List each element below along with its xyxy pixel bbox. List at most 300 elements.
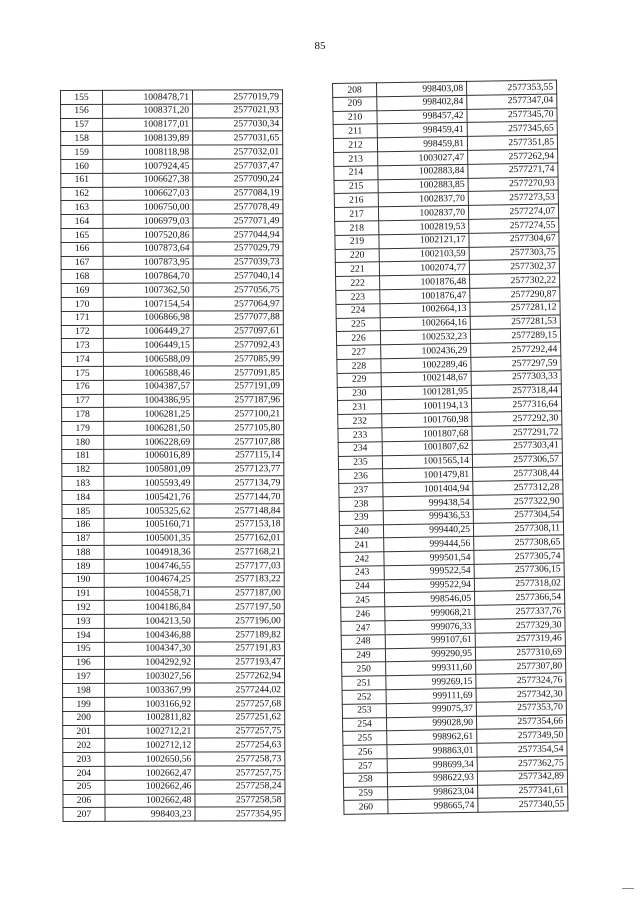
table-row: [61, 241, 283, 256]
point-number: 242: [340, 552, 384, 566]
y-coordinate: 2577292,44: [471, 342, 561, 357]
point-number: 159: [61, 146, 103, 160]
point-number: 181: [62, 449, 104, 463]
page-number: 85: [314, 40, 326, 52]
point-number: 258: [343, 773, 387, 787]
table-row: [61, 228, 283, 243]
table-row: [63, 697, 285, 712]
point-number: 213: [334, 152, 378, 166]
coordinates-table-left-body: [61, 90, 286, 822]
point-number: 192: [62, 601, 104, 615]
table-row: [61, 338, 283, 353]
y-coordinate: 2577019,79: [193, 90, 283, 104]
x-coordinate: 1006588,46: [103, 366, 193, 380]
y-coordinate: 2577305,74: [474, 549, 564, 564]
point-number: 212: [333, 138, 377, 152]
point-number: 233: [338, 428, 382, 442]
x-coordinate: 1004213,50: [104, 614, 194, 628]
x-coordinate: 999501,54: [384, 550, 474, 565]
x-coordinate: 1002148,67: [381, 371, 471, 386]
x-coordinate: 1002650,56: [105, 752, 195, 766]
point-number: 254: [342, 717, 386, 731]
y-coordinate: 2577258,58: [195, 793, 285, 807]
point-number: 210: [333, 110, 377, 124]
point-number: 219: [335, 235, 379, 249]
y-coordinate: 2577044,94: [193, 228, 283, 242]
x-coordinate: 1002289,46: [381, 357, 471, 372]
table-row: [63, 752, 285, 767]
table-row: [62, 573, 284, 588]
y-coordinate: 2577071,49: [193, 214, 283, 228]
x-coordinate: 1003027,56: [105, 670, 195, 684]
table-row: [62, 393, 284, 408]
x-coordinate: 998699,34: [387, 757, 477, 772]
x-coordinate: 998457,42: [377, 109, 467, 124]
x-coordinate: 1003027,47: [378, 150, 468, 165]
table-row: [62, 600, 284, 615]
y-coordinate: 2577084,19: [193, 186, 283, 200]
point-number: 164: [61, 215, 103, 229]
point-number: 250: [342, 662, 386, 676]
y-coordinate: 2577039,73: [193, 255, 283, 269]
x-coordinate: 1006449,15: [103, 338, 193, 352]
point-number: 175: [61, 366, 103, 380]
y-coordinate: 2577064,97: [193, 297, 283, 311]
table-row: [61, 131, 283, 146]
y-coordinate: 2577341,61: [478, 784, 568, 799]
point-number: 197: [63, 670, 105, 684]
table-row: [61, 117, 283, 132]
point-number: 187: [62, 532, 104, 546]
y-coordinate: 2577306,57: [472, 452, 562, 467]
y-coordinate: 2577187,96: [194, 393, 284, 407]
table-row: [62, 435, 284, 450]
y-coordinate: 2577153,18: [194, 517, 284, 531]
y-coordinate: 2577308,44: [473, 466, 563, 481]
point-number: 162: [61, 187, 103, 201]
y-coordinate: 2577292,30: [472, 411, 562, 426]
y-coordinate: 2577302,22: [470, 273, 560, 288]
table-row: [62, 407, 284, 422]
x-coordinate: 1004558,71: [104, 587, 194, 601]
x-coordinate: 1001807,62: [382, 440, 472, 455]
y-coordinate: 2577251,62: [195, 711, 285, 725]
point-number: 183: [62, 477, 104, 491]
x-coordinate: 1008139,89: [103, 131, 193, 145]
y-coordinate: 2577148,84: [194, 504, 284, 518]
y-coordinate: 2577307,80: [476, 659, 566, 674]
point-number: 200: [63, 711, 105, 725]
y-coordinate: 2577197,50: [194, 600, 284, 614]
y-coordinate: 2577196,00: [194, 614, 284, 628]
x-coordinate: 1004186,84: [104, 601, 194, 615]
x-coordinate: 999107,61: [385, 633, 475, 648]
y-coordinate: 2577030,34: [193, 117, 283, 131]
point-number: 231: [337, 400, 381, 414]
point-number: 168: [61, 270, 103, 284]
y-coordinate: 2577107,88: [194, 435, 284, 449]
table-row: [62, 545, 284, 560]
point-number: 244: [340, 579, 384, 593]
table-row: [61, 214, 283, 229]
x-coordinate: 1001281,95: [381, 385, 471, 400]
point-number: 156: [61, 104, 103, 118]
point-number: 160: [61, 159, 103, 173]
x-coordinate: 999522,94: [384, 578, 474, 593]
x-coordinate: 998623,04: [388, 785, 478, 800]
table-row: [62, 628, 284, 643]
point-number: 218: [335, 221, 379, 235]
x-coordinate: 1007362,50: [103, 283, 193, 297]
point-number: 235: [338, 455, 382, 469]
x-coordinate: 1001404,94: [383, 481, 473, 496]
y-coordinate: 2577349,50: [477, 728, 567, 743]
x-coordinate: 1006979,03: [103, 214, 193, 228]
point-number: 194: [62, 628, 104, 642]
point-number: 229: [337, 372, 381, 386]
x-coordinate: 1007520,86: [103, 228, 193, 242]
y-coordinate: 2577191,09: [194, 379, 284, 393]
coordinates-table-right: [332, 79, 568, 815]
point-number: 193: [62, 615, 104, 629]
point-number: 167: [61, 256, 103, 270]
point-number: 255: [343, 731, 387, 745]
y-coordinate: 2577291,72: [472, 425, 562, 440]
point-number: 180: [62, 435, 104, 449]
y-coordinate: 2577257,75: [195, 766, 285, 780]
x-coordinate: 1004292,92: [104, 656, 194, 670]
point-number: 248: [341, 635, 385, 649]
point-number: 166: [61, 242, 103, 256]
point-number: 161: [61, 173, 103, 187]
y-coordinate: 2577362,75: [477, 756, 567, 771]
x-coordinate: 1004346,88: [104, 628, 194, 642]
y-coordinate: 2577092,43: [193, 338, 283, 352]
x-coordinate: 1006588,09: [103, 352, 193, 366]
table-row: [61, 104, 283, 119]
table-row: [62, 448, 284, 463]
x-coordinate: 1002532,23: [380, 330, 470, 345]
point-number: 217: [334, 207, 378, 221]
point-number: 173: [61, 339, 103, 353]
y-coordinate: 2577031,65: [193, 131, 283, 145]
point-number: 220: [335, 248, 379, 262]
table-row: [61, 324, 283, 339]
table-row: [61, 186, 283, 201]
y-coordinate: 2577281,53: [470, 314, 560, 329]
y-coordinate: 2577303,41: [472, 439, 562, 454]
x-coordinate: 1008371,20: [103, 104, 193, 118]
x-coordinate: 1002883,84: [378, 164, 468, 179]
x-coordinate: 1007873,64: [103, 242, 193, 256]
point-number: 169: [61, 284, 103, 298]
x-coordinate: 999311,60: [386, 661, 476, 676]
y-coordinate: 2577097,61: [193, 324, 283, 338]
y-coordinate: 2577177,03: [194, 559, 284, 573]
x-coordinate: 1001876,47: [380, 288, 470, 303]
y-coordinate: 2577353,55: [466, 80, 556, 95]
x-coordinate: 1004918,36: [104, 545, 194, 559]
point-number: 172: [61, 325, 103, 339]
y-coordinate: 2577304,67: [469, 232, 559, 247]
point-number: 228: [337, 359, 381, 373]
x-coordinate: 999111,69: [386, 688, 476, 703]
x-coordinate: 1007864,70: [103, 269, 193, 283]
y-coordinate: 2577193,47: [194, 655, 284, 669]
table-row: [63, 766, 285, 781]
x-coordinate: 1006281,25: [104, 407, 194, 421]
point-number: 178: [62, 408, 104, 422]
y-coordinate: 2577319,46: [475, 632, 565, 647]
point-number: 226: [336, 331, 380, 345]
point-number: 214: [334, 166, 378, 180]
y-coordinate: 2577297,59: [471, 356, 561, 371]
point-number: 247: [341, 621, 385, 635]
table-row: [61, 366, 283, 381]
x-coordinate: 1002883,85: [378, 178, 468, 193]
point-number: 225: [336, 317, 380, 331]
x-coordinate: 1002662,47: [105, 766, 195, 780]
point-number: 163: [61, 201, 103, 215]
x-coordinate: 1008177,01: [103, 118, 193, 132]
x-coordinate: 999028,90: [386, 716, 476, 731]
point-number: 206: [63, 794, 105, 808]
x-coordinate: 1001479,81: [383, 468, 473, 483]
y-coordinate: 2577302,37: [469, 259, 559, 274]
point-number: 227: [337, 345, 381, 359]
y-coordinate: 2577187,00: [194, 586, 284, 600]
table-row: [61, 200, 283, 215]
point-number: 249: [341, 648, 385, 662]
x-coordinate: 1006627,03: [103, 187, 193, 201]
y-coordinate: 2577254,63: [195, 738, 285, 752]
x-coordinate: 1005593,49: [104, 476, 194, 490]
coordinates-table-right-body: [333, 80, 568, 815]
y-coordinate: 2577244,02: [195, 683, 285, 697]
x-coordinate: 1001760,98: [382, 412, 472, 427]
x-coordinate: 1002103,59: [379, 247, 469, 262]
point-number: 199: [63, 697, 105, 711]
x-coordinate: 998403,08: [377, 81, 467, 96]
point-number: 207: [63, 808, 105, 822]
x-coordinate: 998863,01: [387, 744, 477, 759]
point-number: 215: [334, 179, 378, 193]
x-coordinate: 1002819,53: [379, 219, 469, 234]
y-coordinate: 2577353,70: [476, 701, 566, 716]
point-number: 196: [62, 656, 104, 670]
y-coordinate: 2577354,54: [477, 742, 567, 757]
x-coordinate: 1006016,89: [104, 449, 194, 463]
point-number: 223: [336, 290, 380, 304]
x-coordinate: 998622,93: [387, 771, 477, 786]
y-coordinate: 2577040,14: [193, 269, 283, 283]
y-coordinate: 2577312,28: [473, 480, 563, 495]
point-number: 246: [341, 607, 385, 621]
y-coordinate: 2577342,30: [476, 687, 566, 702]
point-number: 177: [62, 394, 104, 408]
x-coordinate: 1001194,13: [381, 399, 471, 414]
y-coordinate: 2577310,69: [475, 646, 565, 661]
y-coordinate: 2577308,11: [473, 521, 563, 536]
point-number: 182: [62, 463, 104, 477]
point-number: 253: [342, 704, 386, 718]
x-coordinate: 1004386,95: [104, 394, 194, 408]
table-row: [62, 462, 284, 477]
x-coordinate: 999436,53: [383, 509, 473, 524]
x-coordinate: 999068,21: [385, 606, 475, 621]
point-number: 155: [61, 90, 103, 104]
point-number: 260: [344, 800, 388, 814]
x-coordinate: 1006281,50: [104, 421, 194, 435]
x-coordinate: 999269,15: [386, 675, 476, 690]
table-row: [61, 310, 283, 325]
x-coordinate: 1007873,95: [103, 256, 193, 270]
scan-mark: [622, 888, 634, 889]
point-number: 191: [62, 587, 104, 601]
x-coordinate: 1002662,46: [105, 780, 195, 794]
table-row: [61, 283, 283, 298]
y-coordinate: 2577281,12: [470, 301, 560, 316]
x-coordinate: 1002811,82: [105, 711, 195, 725]
x-coordinate: 1002664,13: [380, 302, 470, 317]
point-number: 195: [62, 642, 104, 656]
table-row: [62, 504, 284, 519]
table-row: [63, 683, 285, 698]
point-number: 190: [62, 573, 104, 587]
y-coordinate: 2577345,65: [467, 121, 557, 136]
table-row: [62, 614, 284, 629]
point-number: 236: [339, 469, 383, 483]
x-coordinate: 999440,25: [383, 523, 473, 538]
point-number: 256: [343, 745, 387, 759]
y-coordinate: 2577274,07: [468, 204, 558, 219]
y-coordinate: 2577123,77: [194, 462, 284, 476]
x-coordinate: 998962,61: [387, 730, 477, 745]
y-coordinate: 2577085,99: [193, 352, 283, 366]
point-number: 198: [63, 684, 105, 698]
y-coordinate: 2577100,21: [194, 407, 284, 421]
point-number: 211: [333, 124, 377, 138]
y-coordinate: 2577322,90: [473, 494, 563, 509]
table-row: [61, 297, 283, 312]
y-coordinate: 2577329,30: [475, 618, 565, 633]
point-number: 185: [62, 504, 104, 518]
point-number: 204: [63, 766, 105, 780]
point-number: 186: [62, 518, 104, 532]
table-row: [63, 724, 285, 739]
point-number: 222: [336, 276, 380, 290]
x-coordinate: 1002074,77: [379, 261, 469, 276]
y-coordinate: 2577115,14: [194, 448, 284, 462]
point-number: 257: [343, 759, 387, 773]
x-coordinate: 1007154,54: [103, 297, 193, 311]
x-coordinate: 999444,56: [384, 537, 474, 552]
point-number: 221: [335, 262, 379, 276]
y-coordinate: 2577345,70: [467, 108, 557, 123]
x-coordinate: 1003166,92: [105, 697, 195, 711]
point-number: 224: [336, 304, 380, 318]
point-number: 245: [341, 593, 385, 607]
y-coordinate: 2577262,94: [468, 149, 558, 164]
y-coordinate: 2577105,80: [194, 421, 284, 435]
x-coordinate: 1006750,00: [103, 200, 193, 214]
x-coordinate: 1005001,35: [104, 532, 194, 546]
x-coordinate: 1001807,68: [382, 426, 472, 441]
y-coordinate: 2577162,01: [194, 531, 284, 545]
y-coordinate: 2577191,83: [194, 642, 284, 656]
point-number: 205: [63, 780, 105, 794]
y-coordinate: 2577056,75: [193, 283, 283, 297]
table-row: [62, 421, 284, 436]
y-coordinate: 2577021,93: [193, 104, 283, 118]
x-coordinate: 998546,05: [385, 592, 475, 607]
table-row: [61, 90, 283, 105]
table-row: [63, 807, 285, 822]
point-number: 165: [61, 228, 103, 242]
y-coordinate: 2577262,94: [195, 669, 285, 683]
x-coordinate: 1008118,98: [103, 145, 193, 159]
y-coordinate: 2577347,04: [467, 94, 557, 109]
table-row: [62, 559, 284, 574]
y-coordinate: 2577029,79: [193, 241, 283, 255]
x-coordinate: 999522,54: [384, 564, 474, 579]
point-number: 243: [340, 566, 384, 580]
x-coordinate: 1004347,30: [104, 642, 194, 656]
y-coordinate: 2577257,68: [195, 697, 285, 711]
y-coordinate: 2577090,24: [193, 173, 283, 187]
x-coordinate: 999290,95: [385, 647, 475, 662]
x-coordinate: 1007924,45: [103, 159, 193, 173]
table-row: [61, 145, 283, 160]
y-coordinate: 2577144,70: [194, 490, 284, 504]
x-coordinate: 1006866,98: [103, 311, 193, 325]
point-number: 189: [62, 559, 104, 573]
point-number: 241: [340, 538, 384, 552]
table-row: [61, 352, 283, 367]
point-number: 176: [62, 380, 104, 394]
table-row: [63, 669, 285, 684]
table-row: [62, 642, 284, 657]
point-number: 230: [337, 386, 381, 400]
point-number: 188: [62, 546, 104, 560]
x-coordinate: 1005160,71: [104, 518, 194, 532]
y-coordinate: 2577258,73: [195, 752, 285, 766]
y-coordinate: 2577337,76: [475, 604, 565, 619]
y-coordinate: 2577077,88: [193, 310, 283, 324]
point-number: 171: [61, 311, 103, 325]
table-row: [344, 797, 568, 814]
x-coordinate: 1002121,17: [379, 233, 469, 248]
x-coordinate: 1003367,99: [105, 683, 195, 697]
point-number: 234: [338, 441, 382, 455]
x-coordinate: 1006627,38: [103, 173, 193, 187]
point-number: 237: [339, 483, 383, 497]
x-coordinate: 1002837,70: [378, 192, 468, 207]
point-number: 158: [61, 132, 103, 146]
point-number: 240: [339, 524, 383, 538]
y-coordinate: 2577316,64: [471, 397, 561, 412]
point-number: 174: [61, 352, 103, 366]
x-coordinate: 1001565,14: [382, 454, 472, 469]
y-coordinate: 2577271,74: [468, 163, 558, 178]
y-coordinate: 2577270,93: [468, 177, 558, 192]
point-number: 157: [61, 118, 103, 132]
point-number: 239: [339, 510, 383, 524]
x-coordinate: 1002712,21: [105, 725, 195, 739]
x-coordinate: 998459,41: [377, 123, 467, 138]
y-coordinate: 2577183,22: [194, 573, 284, 587]
y-coordinate: 2577134,79: [194, 476, 284, 490]
